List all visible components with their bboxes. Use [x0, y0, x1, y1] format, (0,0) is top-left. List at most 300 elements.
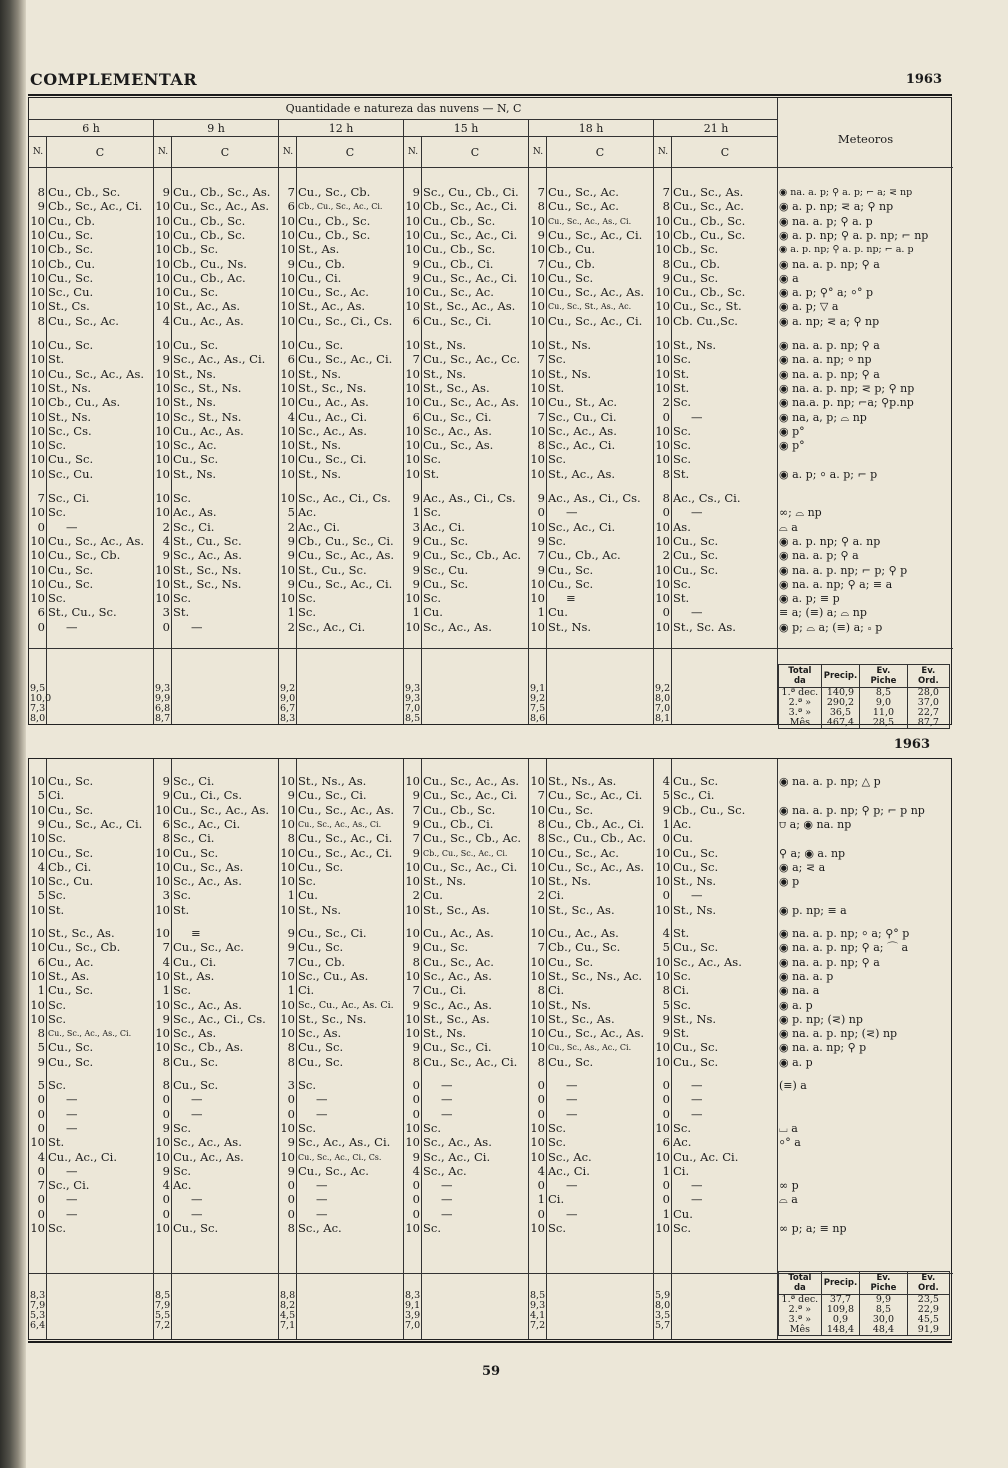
cloud-amount: 10 — [405, 1012, 420, 1026]
cloud-type: Cu., Sc., As. — [673, 186, 744, 199]
cloud-amount: 10 — [280, 803, 295, 817]
cloud-type: Cu., Ac., As. — [173, 424, 244, 438]
summary-value: 7,1 — [280, 1320, 296, 1331]
cloud-amount: 1 — [662, 817, 670, 831]
c-subheader: C — [345, 146, 355, 159]
cloud-type: Cu., Sc., Ac., As. — [48, 534, 145, 548]
cloud-amount: 10 — [655, 228, 670, 242]
table-row — [29, 927, 953, 940]
cloud-amount: 10 — [155, 396, 170, 410]
bottom-rule — [28, 1341, 952, 1343]
table-row — [29, 1056, 953, 1069]
cloud-type: Cu. — [673, 832, 693, 846]
totals-cell: Mês — [779, 718, 822, 729]
running-header-year: 1963 — [905, 72, 942, 87]
summary-value: 8,6 — [530, 713, 546, 724]
cloud-amount: 0 — [412, 1107, 420, 1121]
cloud-amount: 9 — [287, 1136, 295, 1150]
cloud-amount: 10 — [405, 453, 420, 467]
cloud-type: St., Ns. — [298, 367, 342, 381]
cloud-type: St. — [673, 467, 690, 481]
cloud-type: Cu., Sc., St. — [673, 300, 742, 314]
cloud-type: Cu., Sc., As. — [173, 860, 244, 874]
cloud-type: St., Cs. — [48, 300, 90, 314]
cloud-amount: 10 — [405, 214, 420, 228]
cloud-amount: 1 — [537, 606, 545, 620]
meteoros-entry: ◉ na, a, p; ⌓ np — [779, 410, 867, 424]
cloud-type: Sc., Cu., Cb., Ci. — [423, 186, 519, 199]
cloud-type: Cu., Ci. — [423, 984, 467, 998]
cloud-type: Sc. — [548, 453, 566, 467]
cloud-amount: 0 — [662, 506, 670, 520]
cloud-type: St., Ns. — [548, 367, 592, 381]
cloud-amount: 9 — [412, 998, 420, 1012]
cloud-type: Cb., Cu., Sc., Ac., Ci. — [423, 848, 508, 858]
cloud-amount: 10 — [655, 1222, 670, 1235]
cloud-type: Cu., Sc. — [298, 941, 344, 955]
cloud-amount: 10 — [280, 314, 295, 328]
meteoros-entry: ◉ na. a. p. np; ⌐ p; ⚲ p — [779, 563, 908, 577]
cloud-type: Cu., Ac. Ci. — [673, 1150, 739, 1164]
summary-value: 6,4 — [30, 1320, 46, 1331]
cloud-type: Cu., Sc. — [173, 1055, 219, 1069]
cloud-amount: 10 — [280, 453, 295, 467]
meteoros-entry: ◉ na. a. np; ⸰ np — [779, 353, 872, 367]
cloud-amount: 10 — [655, 969, 670, 983]
cloud-type: Sc. — [48, 1222, 66, 1235]
cloud-amount: 7 — [162, 941, 170, 955]
cloud-type: St., Ns. — [48, 381, 92, 395]
table-row — [29, 243, 953, 256]
cloud-amount: 10 — [405, 875, 420, 889]
cloud-amount: 0 — [37, 1207, 45, 1221]
cloud-amount: 10 — [530, 214, 545, 228]
cloud-type: Cb., Sc., Ac., Ci. — [48, 200, 143, 214]
cloud-type: St., Cu., Sc. — [48, 606, 117, 620]
cloud-type: Cu., Ci. — [298, 271, 342, 285]
cloud-amount: 10 — [30, 577, 45, 591]
cloud-type: St., Sc., Ns. — [298, 1012, 367, 1026]
table-row — [29, 286, 953, 299]
cloud-type: St., Sc., Ns., Ac. — [548, 969, 643, 983]
meteoros-entry: ◉ a. p; ⚲° a; ⸰° p — [779, 286, 874, 300]
summary-value: 5,9 — [655, 1290, 671, 1301]
cloud-type: Sc., As. — [173, 1027, 217, 1041]
table-row — [29, 606, 953, 619]
cloud-amount: 0 — [287, 1207, 295, 1221]
book-binding — [0, 0, 26, 1468]
meteoros-entry: ◉ p. np; ≡ a — [779, 903, 847, 917]
meteoros-entry: ◉ a. p; ▽ a — [779, 300, 839, 314]
cloud-type: Cu., Sc., Ac., As., Ci. — [48, 1029, 132, 1039]
cloud-amount: 10 — [405, 200, 420, 214]
cloud-amount: 7 — [37, 1179, 45, 1193]
cloud-amount: 0 — [37, 1164, 45, 1178]
cloud-type: Sc., Ac., As. — [423, 1136, 492, 1150]
cloud-amount: 6 — [162, 817, 170, 831]
cloud-type: Sc. — [548, 353, 566, 367]
decade-mean-n — [280, 1291, 295, 1331]
cloud-type: St. — [423, 467, 440, 481]
summary-value: 7,9 — [30, 1300, 46, 1311]
table-row — [29, 789, 953, 802]
totals-header: Ev. Piche — [860, 1272, 908, 1295]
cloud-type: Sc. — [48, 1079, 66, 1092]
cloud-amount: 10 — [155, 367, 170, 381]
cloud-type: Cu. — [673, 1207, 693, 1221]
cloud-amount: 7 — [537, 549, 545, 563]
cloud-amount: 9 — [412, 817, 420, 831]
cloud-type: Cu., Sc. — [173, 1222, 219, 1235]
cloud-amount: 10 — [155, 1222, 170, 1235]
cloud-type: Cb., Cu. — [548, 243, 595, 257]
cloud-type: Sc., Ac., As. — [423, 969, 492, 983]
cloud-type: Sc., Ac., Ci., Cs. — [173, 1012, 266, 1026]
cloud-amount: 9 — [537, 534, 545, 548]
cloud-amount: 10 — [155, 1136, 170, 1150]
cloud-type: Sc. — [548, 1222, 566, 1235]
totals-cell: 23,5 — [907, 1295, 949, 1306]
cloud-type: — — [316, 1093, 328, 1107]
cloud-amount: 10 — [655, 520, 670, 534]
cloud-amount: 8 — [37, 314, 45, 328]
summary-value: 5,3 — [30, 1310, 46, 1321]
cloud-amount: 4 — [537, 1164, 545, 1178]
cloud-amount: 9 — [537, 492, 545, 505]
cloud-amount: 10 — [530, 286, 545, 300]
cloud-type: St., Ns. — [173, 396, 217, 410]
hour-header: 21 h — [703, 122, 729, 135]
cloud-type: Cu., Sc., As. — [423, 439, 494, 453]
meteoros-entry: ◉ na. a. p. np; ⸰ a; ⚲° p — [779, 927, 910, 940]
cloud-amount: 10 — [405, 439, 420, 453]
cloud-amount: 10 — [530, 1150, 545, 1164]
meteoros-entry: ⩌ a; ◉ na. np — [779, 817, 852, 831]
decade-mean-n — [30, 1291, 45, 1331]
cloud-amount: 10 — [30, 832, 45, 846]
table-row — [29, 1222, 953, 1235]
cloud-amount: 10 — [30, 367, 45, 381]
cloud-amount: 4 — [662, 775, 670, 788]
table-row — [29, 353, 953, 366]
cloud-type: Cu., Sc., Ac., As. — [173, 200, 270, 214]
cloud-amount: 0 — [412, 1207, 420, 1221]
cloud-type: — — [316, 1207, 328, 1221]
cloud-amount: 10 — [280, 367, 295, 381]
cloud-amount: 2 — [537, 889, 545, 903]
cloud-type: St. — [673, 592, 690, 606]
totals-cell: 3.ª » — [779, 708, 822, 718]
cloud-amount: 3 — [162, 606, 170, 620]
cloud-type: Sc., Ac. — [298, 1222, 342, 1235]
summary-value: 9,3 — [405, 683, 421, 694]
cloud-type: Sc., Ac., As. — [673, 955, 742, 969]
cloud-type: Sc. — [673, 353, 691, 367]
cloud-type: Sc., Ac., As. — [423, 424, 492, 438]
cloud-type: Cu., Sc., Ac., As. — [548, 860, 645, 874]
cloud-amount: 9 — [162, 549, 170, 563]
table-row — [29, 506, 953, 519]
cloud-amount: 9 — [37, 817, 45, 831]
cloud-amount: 10 — [405, 969, 420, 983]
cloud-amount: 7 — [37, 492, 45, 505]
hour-header: 15 h — [453, 122, 479, 135]
cloud-amount: 9 — [287, 534, 295, 548]
cloud-amount: 10 — [155, 846, 170, 860]
cloud-amount: 0 — [662, 1093, 670, 1107]
cloud-type: St., Sc., Ns. — [298, 381, 367, 395]
meteoros-entry: ⌴ a — [779, 1121, 798, 1135]
meteoros-entry: ∞ p — [779, 1179, 799, 1193]
cloud-type: Cu., Cb., Sc. — [173, 214, 246, 228]
cloud-type: Cu., Sc., Ac. — [423, 955, 494, 969]
cloud-amount: 8 — [662, 200, 670, 214]
cloud-type: Cu., Sc. — [48, 1055, 94, 1069]
cloud-type: Sc., Ac. — [548, 1150, 592, 1164]
summary-value: 9,3 — [405, 693, 421, 704]
cloud-amount: 10 — [280, 1012, 295, 1026]
cloud-amount: 10 — [30, 228, 45, 242]
cloud-amount: 1 — [412, 606, 420, 620]
totals-cell: 91,9 — [907, 1325, 949, 1336]
cloud-amount: 10 — [655, 620, 670, 634]
cloud-type: St., Ac., As. — [548, 467, 616, 481]
totals-header: Total da — [779, 1272, 822, 1295]
cloud-type: Cu., Sc., Ac., As. — [298, 549, 395, 563]
totals-cell: 87,7 — [907, 718, 949, 729]
cloud-type: Sc. — [48, 998, 66, 1012]
cloud-type: Ac., Ci. — [548, 1164, 590, 1178]
cloud-type: St. — [548, 381, 565, 395]
cloud-amount: 10 — [655, 1041, 670, 1055]
cloud-amount: 0 — [162, 620, 170, 634]
cloud-type: — — [691, 1079, 703, 1092]
cloud-type: Cu., Sc. — [48, 563, 94, 577]
table-row — [29, 468, 953, 481]
cloud-amount: 10 — [280, 846, 295, 860]
cloud-type: Sc. — [48, 889, 66, 903]
n-subheader: N. — [407, 147, 419, 157]
summary-value: 9,5 — [30, 683, 46, 694]
summary-value: 9,0 — [280, 693, 296, 704]
meteoros-entry: ⸰° a — [779, 1136, 801, 1150]
meteoros-entry: ◉ a. p. np; ⚲ a. p. np; ⌐ np — [779, 228, 929, 242]
cloud-amount: 4 — [412, 1164, 420, 1178]
cloud-type: Cu., Sc., Ac., As. — [48, 367, 145, 381]
cloud-type: Sc., Ci. — [173, 775, 215, 788]
cloud-amount: 0 — [662, 889, 670, 903]
cloud-amount: 10 — [155, 286, 170, 300]
cloud-amount: 10 — [655, 314, 670, 328]
summary-value: 8,7 — [155, 713, 171, 724]
cloud-type: Cu., Sc., Cb. — [48, 941, 121, 955]
meteoros-entry: ≡ a; (≡) a; ⌓ np — [779, 606, 867, 620]
meteoros-entry: ∞; ⌓ np — [779, 506, 822, 520]
cloud-type: Cu., Cb., Ci. — [423, 257, 494, 271]
cloud-amount: 10 — [530, 1121, 545, 1135]
cloud-type: Cu., Sc., Ac., As. — [548, 286, 645, 300]
cloud-amount: 8 — [287, 1222, 295, 1235]
table-row — [29, 832, 953, 845]
cloud-type: Sc., As. — [298, 1027, 342, 1041]
cloud-amount: 10 — [155, 424, 170, 438]
cloud-type: Sc., Ac., As. — [173, 875, 242, 889]
cloud-amount: 7 — [537, 941, 545, 955]
cloud-type: Cb., Cu., Sc. — [673, 228, 746, 242]
cloud-amount: 10 — [280, 424, 295, 438]
totals-cell: 36,5 — [821, 708, 859, 718]
decade-mean-n — [655, 1291, 670, 1331]
cloud-amount: 0 — [537, 1079, 545, 1092]
summary-value: 8,0 — [655, 693, 671, 704]
cloud-amount: 10 — [30, 467, 45, 481]
cloud-amount: 10 — [405, 860, 420, 874]
cloud-amount: 5 — [287, 506, 295, 520]
cloud-type: Sc., Ci. — [48, 1179, 90, 1193]
cloud-type: Cu., Ac., As. — [173, 314, 244, 328]
cloud-amount: 7 — [537, 257, 545, 271]
cloud-type: Sc. — [298, 592, 316, 606]
cloud-type: Cu., Cb., Ac. — [548, 549, 621, 563]
cloud-type: Sc., St., Ns. — [173, 410, 242, 424]
cloud-amount: 10 — [405, 339, 420, 352]
cloud-amount: 10 — [30, 300, 45, 314]
cloud-type: Cu., Sc., Ac., As. — [423, 775, 520, 788]
cloud-amount: 10 — [530, 903, 545, 917]
cloud-amount: 10 — [280, 1150, 295, 1164]
meteoros-entry: ◉ na. a. p. np; ⚲ a; ⌒ a — [779, 941, 909, 955]
cloud-type: Sc., Ac., Ci. — [298, 620, 366, 634]
cloud-type: Cu., Sc., Ac. — [548, 186, 619, 199]
cloud-type: Cu., Sc. — [673, 534, 719, 548]
cloud-type: Cu., Sc., Ac. — [173, 941, 244, 955]
summary-value: 7,9 — [155, 1300, 171, 1311]
meteoros-entry: ◉ a. p. np; ⋜ a; ⚲ np — [779, 200, 894, 214]
cloud-type: Sc. — [423, 1121, 441, 1135]
cloud-type: Sc. — [173, 592, 191, 606]
cloud-type: — — [66, 1193, 78, 1207]
cloud-amount: 4 — [162, 534, 170, 548]
cloud-amount: 10 — [530, 1041, 545, 1055]
summary-value: 9,2 — [280, 683, 296, 694]
cloud-amount: 10 — [30, 903, 45, 917]
cloud-amount: 9 — [162, 789, 170, 803]
cloud-amount: 6 — [412, 410, 420, 424]
summary-value: 7,2 — [155, 1320, 171, 1331]
cloud-amount: 10 — [405, 775, 420, 788]
cloud-amount: 10 — [155, 803, 170, 817]
cloud-type: St. — [48, 903, 65, 917]
table-row — [29, 300, 953, 313]
cloud-type: Cu., Sc. — [423, 534, 469, 548]
cloud-type: Cu., Sc. — [673, 1055, 719, 1069]
table-row — [29, 339, 953, 352]
cloud-type: Cu., Cb., Sc. — [173, 228, 246, 242]
meteoros-entry: ◉ na. a. p; ⚲ a. p; ⌐ a; ⋜ np — [779, 187, 913, 198]
cloud-amount: 0 — [37, 1093, 45, 1107]
table-row — [29, 1136, 953, 1149]
clouds-table-block-2 — [28, 758, 952, 1340]
table-row — [29, 315, 953, 328]
cloud-amount: 10 — [155, 875, 170, 889]
cloud-amount: 9 — [287, 257, 295, 271]
c-subheader: C — [220, 146, 230, 159]
cloud-amount: 10 — [655, 1055, 670, 1069]
cloud-type: Sc. — [423, 506, 441, 520]
cloud-type: St., Ns. — [423, 367, 467, 381]
summary-value: 8,2 — [280, 1300, 296, 1311]
cloud-type: Cu., Ac., As. — [423, 927, 494, 940]
cloud-amount: 9 — [162, 353, 170, 367]
cloud-type: Cu., Sc., Ac. — [48, 314, 119, 328]
cloud-amount: 0 — [287, 1179, 295, 1193]
cloud-amount: 9 — [287, 927, 295, 940]
cloud-type: Cu., Cb., Ac., Ci. — [548, 817, 645, 831]
meteoros-entry: ◉ a. p — [779, 998, 813, 1012]
summary-value: 8,3 — [405, 1290, 421, 1301]
summary-value: 7,2 — [530, 1320, 546, 1331]
cloud-type: Sc. — [173, 889, 191, 903]
cloud-type: St., Sc., Ac., As. — [423, 300, 516, 314]
cloud-type: St., Ns. — [548, 875, 592, 889]
cloud-amount: 9 — [662, 1027, 670, 1041]
cloud-amount: 8 — [662, 984, 670, 998]
meteoros-entry: ◉ na. a. np; ⚲ p — [779, 1041, 867, 1055]
decade-mean-n — [405, 1291, 420, 1331]
cloud-amount: 10 — [655, 534, 670, 548]
totals-header: Precip. — [821, 665, 859, 688]
cloud-amount: 10 — [280, 467, 295, 481]
cloud-type: Sc., Cu., As. — [298, 969, 369, 983]
summary-value: 8,0 — [30, 713, 46, 724]
cloud-amount: 10 — [155, 860, 170, 874]
cloud-amount: 10 — [655, 300, 670, 314]
cloud-type: Cu., Sc., Ac., As., Ci. — [548, 216, 632, 226]
cloud-type: St. — [673, 367, 690, 381]
cloud-amount: 0 — [662, 1179, 670, 1193]
cloud-type: St., Cu., Sc. — [298, 563, 367, 577]
cloud-amount: 10 — [405, 424, 420, 438]
cloud-type: Sc., Cu., Ac., As. Ci. — [298, 999, 394, 1011]
totals-cell: 148,4 — [821, 1325, 859, 1336]
summary-value: 8,5 — [405, 713, 421, 724]
table-row — [29, 1179, 953, 1192]
cloud-type: — — [691, 1193, 703, 1207]
cloud-type: Sc. — [48, 506, 66, 520]
cloud-amount: 0 — [662, 1079, 670, 1092]
cloud-amount: 10 — [405, 286, 420, 300]
cloud-amount: 10 — [655, 1121, 670, 1135]
cloud-amount: 9 — [412, 534, 420, 548]
hour-header: 12 h — [328, 122, 354, 135]
cloud-type: Sc., Cs. — [48, 424, 92, 438]
cloud-amount: 10 — [30, 803, 45, 817]
cloud-type: Cu., Sc. — [548, 577, 594, 591]
meteoros-entry: ◉ na. a. p. np; ⚲ a — [779, 257, 880, 271]
cloud-type: Cu., Sc. — [298, 1055, 344, 1069]
cloud-type: Cu., Sc. — [173, 286, 219, 300]
cloud-amount: 10 — [655, 563, 670, 577]
cloud-amount: 10 — [530, 592, 545, 606]
cloud-amount: 0 — [662, 1107, 670, 1121]
cloud-amount: 10 — [280, 243, 295, 257]
cloud-amount: 10 — [530, 314, 545, 328]
cloud-amount: 9 — [412, 1150, 420, 1164]
cloud-type: Ci. — [548, 1193, 565, 1207]
hour-header: 18 h — [578, 122, 604, 135]
meteoros-entry: ⌓ a — [779, 520, 798, 534]
cloud-type: Cu., Sc., Ac., Ci. — [298, 832, 393, 846]
